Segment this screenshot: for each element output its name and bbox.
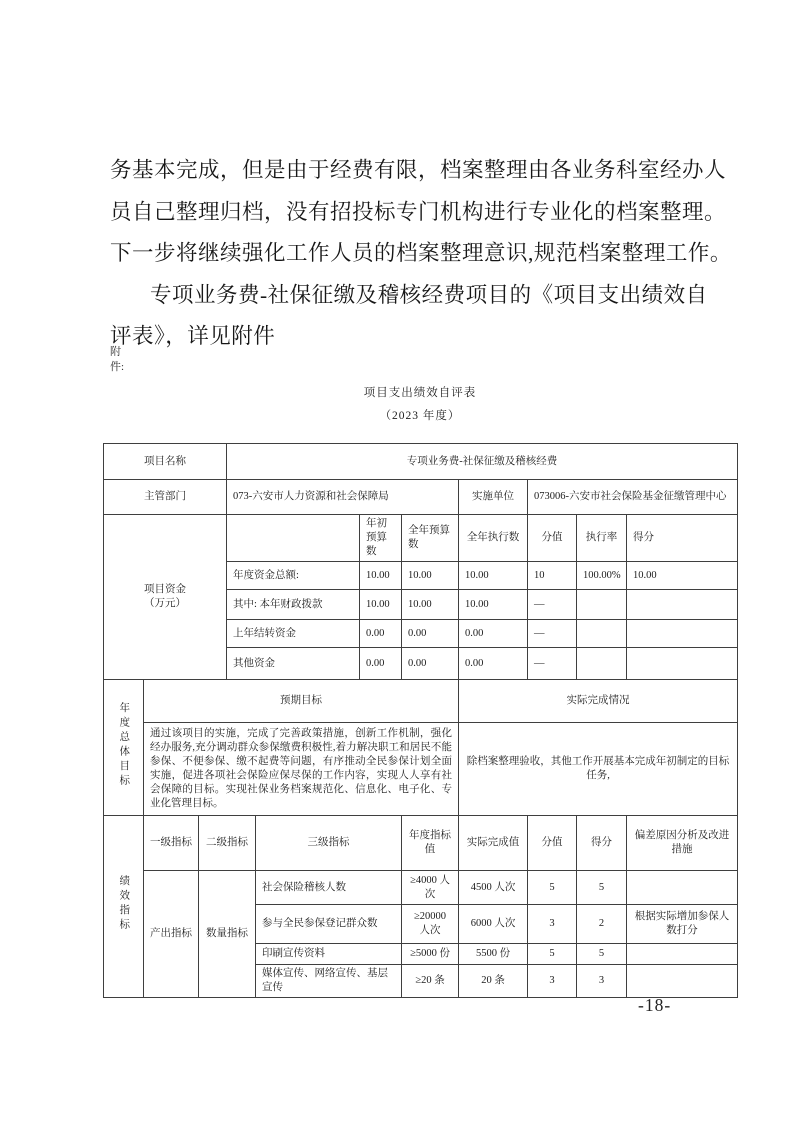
funding-cell: 0.00 bbox=[402, 648, 459, 680]
indicator-score: 5 bbox=[577, 944, 627, 965]
paragraph2-line1: 专项业务费-社保征缴及稽核经费项目的《项目支出绩效自 bbox=[150, 282, 708, 307]
paragraph2-line2: 评表》，详见附件 bbox=[110, 324, 276, 348]
funding-cell: 10.00 bbox=[459, 590, 528, 620]
indicator-score: 2 bbox=[577, 905, 627, 944]
indicator-header-actual: 实际完成值 bbox=[459, 816, 528, 871]
funding-cell bbox=[577, 648, 627, 680]
funding-cell: — bbox=[528, 648, 577, 680]
funding-row-name: 其中: 本年财政拨款 bbox=[227, 590, 360, 620]
funding-cell bbox=[627, 648, 738, 680]
paragraph1-line1: 务基本完成，但是由于经费有限，档案整理由各业务科室经办人 bbox=[110, 158, 727, 182]
table-row bbox=[104, 444, 738, 480]
indicator-target: ≥5000 份 bbox=[402, 944, 459, 965]
actual-completion-text: 除档案整理验收，其他工作开展基本完成年初制定的目标任务, bbox=[459, 723, 738, 816]
indicator-name: 社会保险稽核人数 bbox=[256, 871, 402, 905]
indicator-weight: 5 bbox=[528, 871, 577, 905]
department-value: 073-六安市人力资源和社会保障局 bbox=[227, 480, 459, 515]
indicator-score: 5 bbox=[577, 871, 627, 905]
attachment-label-line2: 件: bbox=[110, 360, 125, 373]
funding-blank-cell bbox=[227, 515, 360, 562]
table-row bbox=[104, 723, 738, 816]
indicator-deviation: 根据实际增加参保人数打分 bbox=[627, 905, 738, 944]
indicator-header-score: 得分 bbox=[577, 816, 627, 871]
funding-cell: 0.00 bbox=[402, 620, 459, 648]
indicator-score: 3 bbox=[577, 965, 627, 998]
funding-cell: 0.00 bbox=[360, 648, 402, 680]
project-name-label: 项目名称 bbox=[104, 444, 227, 480]
table-row bbox=[104, 480, 738, 515]
funding-cell: — bbox=[528, 620, 577, 648]
table-row bbox=[104, 515, 738, 562]
indicator-actual: 6000 人次 bbox=[459, 905, 528, 944]
funding-cell: 10.00 bbox=[402, 590, 459, 620]
funding-row-name: 其他资金 bbox=[227, 648, 360, 680]
attachment-label-line1: 附 bbox=[110, 346, 121, 358]
funding-cell: 10.00 bbox=[360, 562, 402, 590]
department-label: 主管部门 bbox=[104, 480, 227, 515]
indicator-actual: 5500 份 bbox=[459, 944, 528, 965]
table-row bbox=[104, 871, 738, 905]
table-row bbox=[104, 680, 738, 723]
indicator-weight: 3 bbox=[528, 965, 577, 998]
attachment-label bbox=[110, 345, 124, 374]
actual-completion-header: 实际完成情况 bbox=[459, 680, 738, 723]
indicator-deviation bbox=[627, 944, 738, 965]
funding-cell: 10 bbox=[528, 562, 577, 590]
indicator-deviation bbox=[627, 871, 738, 905]
funding-cell: 10.00 bbox=[459, 562, 528, 590]
indicator-target: ≥4000 人次 bbox=[402, 871, 459, 905]
expected-goal-header: 预期目标 bbox=[144, 680, 459, 723]
indicator-level2-value: 数量指标 bbox=[199, 871, 256, 998]
table-row bbox=[104, 816, 738, 871]
annual-goal-vertical-text: 年度总体目标 bbox=[118, 701, 130, 789]
project-name-value: 专项业务费-社保征缴及稽核经费 bbox=[227, 444, 738, 480]
funding-section-label bbox=[104, 515, 227, 680]
indicator-target: ≥20 条 bbox=[402, 965, 459, 998]
funding-header-begin-budget: 年初预算数 bbox=[360, 515, 402, 562]
funding-header-annual-exec: 全年执行数 bbox=[459, 515, 528, 562]
funding-header-score: 得分 bbox=[627, 515, 738, 562]
indicator-actual: 4500 人次 bbox=[459, 871, 528, 905]
funding-cell: — bbox=[528, 590, 577, 620]
funding-cell: 0.00 bbox=[459, 648, 528, 680]
funding-cell bbox=[627, 590, 738, 620]
indicator-name: 媒体宣传、网络宣传、基层宣传 bbox=[256, 965, 402, 998]
implementing-unit-value: 073006-六安市社会保险基金征缴管理中心 bbox=[528, 480, 738, 515]
funding-label-line1: 项目资金 bbox=[144, 584, 186, 595]
body-paragraphs bbox=[110, 150, 732, 358]
indicator-header-weight: 分值 bbox=[528, 816, 577, 871]
funding-cell: 0.00 bbox=[360, 620, 402, 648]
funding-header-weight: 分值 bbox=[528, 515, 577, 562]
indicator-header-target: 年度指标值 bbox=[402, 816, 459, 871]
indicators-vertical-text: 绩效指标 bbox=[118, 875, 130, 933]
funding-header-exec-rate: 执行率 bbox=[577, 515, 627, 562]
paragraph1-line2: 员自己整理归档，没有招投标专门机构进行专业化的档案整理。 bbox=[110, 199, 727, 224]
indicator-weight: 5 bbox=[528, 944, 577, 965]
funding-cell: 10.00 bbox=[360, 590, 402, 620]
performance-self-evaluation-table bbox=[103, 443, 738, 998]
indicators-section-label bbox=[104, 816, 144, 998]
indicator-target: ≥20000 人次 bbox=[402, 905, 459, 944]
funding-cell: 10.00 bbox=[627, 562, 738, 590]
funding-cell: 100.00% bbox=[577, 562, 627, 590]
table-title: 项目支出绩效自评表 bbox=[363, 387, 477, 399]
funding-cell bbox=[577, 620, 627, 648]
indicator-name: 印刷宣传资料 bbox=[256, 944, 402, 965]
indicator-actual: 20 条 bbox=[459, 965, 528, 998]
indicator-level1-value: 产出指标 bbox=[144, 871, 199, 998]
indicator-header-deviation: 偏差原因分析及改进措施 bbox=[627, 816, 738, 871]
implementing-unit-label: 实施单位 bbox=[459, 480, 528, 515]
funding-cell bbox=[627, 620, 738, 648]
indicator-header-level2: 二级指标 bbox=[199, 816, 256, 871]
table-subtitle: （2023 年度） bbox=[379, 410, 461, 422]
indicator-header-level1: 一级指标 bbox=[144, 816, 199, 871]
funding-row-name: 年度资金总额: bbox=[227, 562, 360, 590]
funding-cell: 10.00 bbox=[402, 562, 459, 590]
funding-row-name: 上年结转资金 bbox=[227, 620, 360, 648]
indicator-weight: 3 bbox=[528, 905, 577, 944]
funding-label-line2: （万元） bbox=[144, 598, 186, 609]
indicator-header-level3: 三级指标 bbox=[256, 816, 402, 871]
funding-cell bbox=[577, 590, 627, 620]
annual-goal-section-label bbox=[104, 680, 144, 816]
funding-header-annual-budget: 全年预算数 bbox=[402, 515, 459, 562]
expected-goal-text: 通过该项目的实施，完成了完善政策措施，创新工作机制，强化经办服务,充分调动群众参保缴费积极性,着力解决职工和居民不能参保、不便参保、缴不起费等问题，有序推动全民参保计划全面实施，促进各项社会保险应保尽保的工作内容，实现人人享有社会保障的目标。实现社保业务档案规范化、信息化、电子化、专业化管理目标。 bbox=[144, 723, 459, 816]
funding-cell: 0.00 bbox=[459, 620, 528, 648]
page-number: -18- bbox=[638, 995, 672, 1015]
indicator-name: 参与全民参保登记群众数 bbox=[256, 905, 402, 944]
indicator-deviation bbox=[627, 965, 738, 998]
paragraph1-line3: 下一步将继续强化工作人员的档案整理意识,规范档案整理工作。 bbox=[110, 241, 732, 265]
